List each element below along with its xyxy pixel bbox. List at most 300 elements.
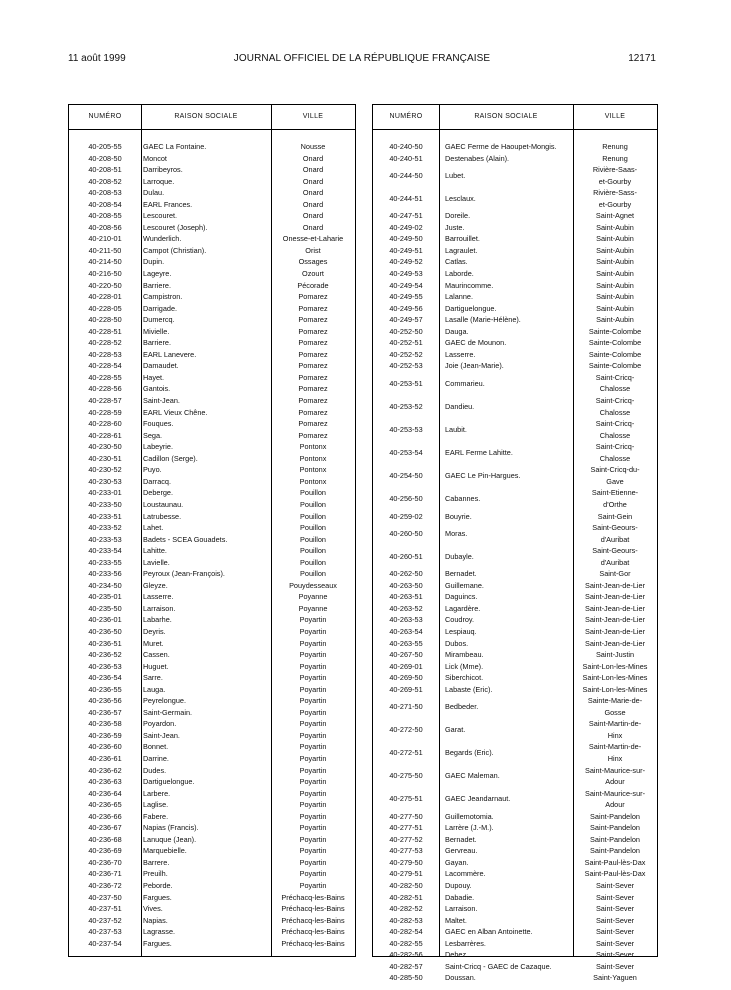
row-numero: 40-233-53 bbox=[88, 534, 122, 544]
row-ville: Nousse bbox=[300, 142, 326, 151]
row-ville: Saint-Lon-les-Mines bbox=[582, 661, 648, 671]
row-raison-sociale: Muret. bbox=[143, 638, 164, 648]
table-row bbox=[373, 603, 657, 615]
row-raison-sociale: Darrine. bbox=[143, 753, 169, 763]
row-numero: 40-236-70 bbox=[88, 857, 122, 867]
row-ville: Renung bbox=[602, 153, 628, 163]
row-ville-line: Saint-Geours- bbox=[592, 546, 638, 556]
table-row bbox=[373, 949, 657, 961]
header-numero: NUMÉRO bbox=[88, 113, 122, 120]
row-ville: Pouillon bbox=[300, 511, 326, 521]
row-raison-sociale: Lacommère. bbox=[445, 869, 486, 879]
row-ville: Saint-Jean-de-Lier bbox=[584, 626, 646, 636]
row-ville: Poyartin bbox=[299, 834, 327, 844]
row-ville: Saint-Sever bbox=[595, 892, 635, 902]
table-row bbox=[69, 614, 355, 626]
row-ville-line: d'Auribat bbox=[600, 534, 630, 544]
table-row bbox=[373, 164, 657, 187]
row-numero: 40-253-54 bbox=[389, 447, 423, 457]
header-numero: NUMÉRO bbox=[389, 113, 423, 120]
row-numero: 40-237-53 bbox=[88, 927, 122, 937]
row-raison-sociale: GAEC de Mounon. bbox=[445, 338, 507, 348]
row-numero: 40-282-54 bbox=[389, 927, 423, 937]
row-raison-sociale: Vives. bbox=[143, 904, 163, 914]
row-ville-line: Sainte-Marie-de- bbox=[587, 696, 643, 706]
table-row bbox=[69, 418, 355, 430]
row-ville: Onard bbox=[302, 211, 324, 221]
row-ville: Pomarez bbox=[298, 419, 328, 429]
row-raison-sociale: Peborde. bbox=[143, 881, 173, 890]
row-ville: Pontonx bbox=[299, 442, 327, 452]
row-raison-sociale: Lesbarrères. bbox=[445, 938, 486, 948]
row-numero: 40-244-51 bbox=[389, 193, 423, 203]
header-raison-sociale: RAISON SOCIALE bbox=[474, 113, 538, 120]
row-ville: Saint-Agnet bbox=[595, 211, 635, 221]
row-raison-sociale: Dandieu. bbox=[445, 401, 475, 411]
row-ville: Saint-Aubin bbox=[596, 315, 634, 325]
table-row bbox=[69, 591, 355, 603]
row-ville: Saint-Aubin bbox=[596, 257, 634, 267]
right-rows bbox=[373, 141, 657, 984]
table-row bbox=[373, 256, 657, 268]
row-numero: 40-228-60 bbox=[88, 419, 122, 429]
row-numero: 40-237-51 bbox=[88, 904, 122, 914]
table-row bbox=[373, 857, 657, 869]
row-ville: Préchacq-les-Bains bbox=[281, 915, 345, 925]
table-row bbox=[69, 407, 355, 419]
row-numero: 40-205-55 bbox=[88, 142, 122, 151]
row-raison-sociale: Hayet. bbox=[143, 372, 165, 382]
row-ville: Saint-Lon-les-Mines bbox=[582, 673, 648, 683]
row-numero: 40-236-61 bbox=[88, 753, 122, 763]
table-row bbox=[69, 868, 355, 880]
table-row bbox=[69, 857, 355, 869]
row-numero: 40-282-55 bbox=[389, 938, 423, 948]
table-row bbox=[373, 638, 657, 650]
row-numero: 40-237-50 bbox=[88, 892, 122, 902]
row-numero: 40-249-52 bbox=[389, 257, 423, 267]
table-row bbox=[69, 476, 355, 488]
row-numero: 40-282-56 bbox=[389, 950, 423, 960]
table-row bbox=[373, 441, 657, 464]
row-raison-sociale: Begards (Eric). bbox=[445, 748, 494, 758]
row-numero: 40-228-52 bbox=[88, 338, 122, 348]
table-row bbox=[69, 776, 355, 788]
row-raison-sociale: Sarre. bbox=[143, 673, 163, 683]
row-ville: Saint-Aubin bbox=[596, 280, 634, 290]
row-numero: 40-275-51 bbox=[389, 794, 423, 804]
table-row bbox=[373, 868, 657, 880]
row-ville: Pomarez bbox=[298, 338, 328, 348]
row-ville: Onard bbox=[302, 188, 324, 198]
row-raison-sociale: Saint-Cricq - GAEC de Cazaque. bbox=[445, 961, 552, 971]
row-numero: 40-236-52 bbox=[88, 650, 122, 660]
row-ville: Poyartin bbox=[299, 765, 327, 775]
row-numero: 40-260-50 bbox=[389, 528, 423, 538]
table-row bbox=[69, 222, 355, 234]
table-row bbox=[373, 845, 657, 857]
row-ville-line: Saint-Martin-de- bbox=[588, 719, 642, 729]
table-row bbox=[69, 303, 355, 315]
row-numero: 40-279-50 bbox=[389, 857, 423, 867]
table-row bbox=[373, 684, 657, 696]
row-ville-line: et-Gourby bbox=[598, 199, 632, 209]
table-row bbox=[373, 695, 657, 718]
row-raison-sociale: Gleyze. bbox=[143, 580, 168, 590]
row-ville: Préchacq-les-Bains bbox=[281, 892, 345, 902]
table-row bbox=[373, 141, 657, 153]
row-raison-sociale: Dudes. bbox=[143, 765, 167, 775]
row-numero: 40-282-53 bbox=[389, 915, 423, 925]
row-numero: 40-236-53 bbox=[88, 661, 122, 671]
row-ville: Poyartin bbox=[299, 753, 327, 763]
table-row bbox=[373, 522, 657, 545]
row-numero: 40-236-59 bbox=[88, 730, 122, 740]
row-numero: 40-256-50 bbox=[389, 494, 423, 504]
row-numero: 40-208-54 bbox=[88, 199, 122, 209]
row-numero: 40-269-51 bbox=[389, 684, 423, 694]
row-ville: Saint-Pandelon bbox=[590, 846, 640, 856]
table-row bbox=[373, 153, 657, 165]
row-raison-sociale: Juste. bbox=[445, 222, 465, 232]
row-ville: Saint-Aubin bbox=[596, 292, 634, 302]
row-raison-sociale: Lick (Mme). bbox=[445, 661, 484, 671]
row-ville-line: Rivière-Saas- bbox=[592, 165, 638, 175]
row-ville: Renung bbox=[602, 142, 628, 151]
row-ville: Pomarez bbox=[298, 407, 328, 417]
row-raison-sociale: Gervreau. bbox=[445, 846, 478, 856]
row-ville-line: Saint-Maurice-sur- bbox=[584, 788, 645, 798]
row-numero: 40-228-50 bbox=[88, 315, 122, 325]
row-raison-sociale: Preuilh. bbox=[143, 869, 168, 879]
table-row bbox=[69, 383, 355, 395]
row-numero: 40-254-50 bbox=[389, 471, 423, 481]
row-numero: 40-236-54 bbox=[88, 673, 122, 683]
table-row bbox=[373, 788, 657, 811]
row-raison-sociale: Commarieu. bbox=[445, 378, 485, 388]
row-numero: 40-269-01 bbox=[389, 661, 423, 671]
row-raison-sociale: Dupin. bbox=[143, 257, 165, 267]
row-ville: Saint-Jean-de-Lier bbox=[584, 615, 646, 625]
table-row bbox=[69, 210, 355, 222]
row-ville: Préchacq-les-Bains bbox=[281, 904, 345, 914]
row-raison-sociale: Guillemotomia. bbox=[445, 811, 494, 821]
row-raison-sociale: Lalanne. bbox=[445, 292, 473, 302]
table-row bbox=[69, 487, 355, 499]
row-raison-sociale: EARL Vieux Chêne. bbox=[143, 407, 208, 417]
table-row bbox=[69, 141, 355, 153]
page-number: 12171 bbox=[628, 53, 656, 64]
row-raison-sociale: Lesclaux. bbox=[445, 193, 476, 203]
row-ville: Poyartin bbox=[299, 857, 327, 867]
row-numero: 40-263-51 bbox=[389, 592, 423, 602]
row-raison-sociale: Napias. bbox=[143, 915, 168, 925]
row-numero: 40-279-51 bbox=[389, 869, 423, 879]
row-raison-sociale: Darrigade. bbox=[143, 303, 178, 313]
row-ville-line: Saint-Cricq- bbox=[595, 396, 635, 406]
row-numero: 40-228-54 bbox=[88, 361, 122, 371]
row-ville: Poyartin bbox=[299, 696, 327, 706]
row-numero: 40-234-50 bbox=[88, 580, 122, 590]
row-raison-sociale: Larraison. bbox=[143, 603, 176, 613]
row-numero: 40-235-01 bbox=[88, 592, 122, 602]
row-numero: 40-249-55 bbox=[389, 292, 423, 302]
row-numero: 40-236-69 bbox=[88, 846, 122, 856]
row-ville: Saint-Lon-les-Mines bbox=[582, 684, 648, 694]
table-row bbox=[373, 915, 657, 927]
row-numero: 40-228-53 bbox=[88, 349, 122, 359]
row-ville-line: Adour bbox=[605, 777, 625, 787]
row-raison-sociale: Doussan. bbox=[445, 973, 476, 983]
row-ville: Saint-Justin bbox=[595, 650, 635, 660]
row-ville: Pomarez bbox=[298, 396, 328, 406]
row-numero: 40-249-53 bbox=[389, 269, 423, 279]
row-ville: Pomarez bbox=[298, 326, 328, 336]
row-ville: Orist bbox=[305, 245, 321, 255]
row-numero: 40-272-51 bbox=[389, 748, 423, 758]
row-numero: 40-237-54 bbox=[88, 938, 122, 948]
row-numero: 40-263-52 bbox=[389, 603, 423, 613]
row-raison-sociale: Barrouillet. bbox=[445, 234, 480, 244]
row-numero: 40-236-51 bbox=[88, 638, 122, 648]
row-raison-sociale: Fouques. bbox=[143, 419, 174, 429]
row-ville-line: Chalosse bbox=[599, 453, 631, 463]
row-raison-sociale: Gantois. bbox=[143, 384, 171, 394]
row-ville: Poyartin bbox=[299, 869, 327, 879]
row-raison-sociale: Joie (Jean-Marie). bbox=[445, 361, 504, 371]
row-ville: Pouillon bbox=[300, 569, 326, 579]
table-row bbox=[69, 915, 355, 927]
row-ville-line: d'Orthe bbox=[603, 499, 627, 509]
row-raison-sociale: Larbere. bbox=[143, 788, 171, 798]
row-ville: Saint-Pandelon bbox=[590, 834, 640, 844]
table-row bbox=[69, 626, 355, 638]
row-raison-sociale: Huguet. bbox=[143, 661, 169, 671]
row-numero: 40-208-53 bbox=[88, 188, 122, 198]
table-row bbox=[373, 834, 657, 846]
table-row bbox=[373, 314, 657, 326]
row-numero: 40-236-65 bbox=[88, 800, 122, 810]
row-ville: Saint-Sever bbox=[595, 904, 635, 914]
row-numero: 40-277-53 bbox=[389, 846, 423, 856]
row-numero: 40-252-52 bbox=[389, 349, 423, 359]
row-numero: 40-228-57 bbox=[88, 396, 122, 406]
table-row bbox=[69, 707, 355, 719]
row-ville-line: Saint-Maurice-sur- bbox=[584, 765, 645, 775]
table-row bbox=[69, 557, 355, 569]
row-raison-sociale: Bouyrie. bbox=[445, 511, 472, 521]
row-raison-sociale: Labaste (Eric). bbox=[445, 684, 493, 694]
row-ville-line: Saint-Cricq- bbox=[595, 372, 635, 382]
row-raison-sociale: Lasserre. bbox=[143, 592, 174, 602]
row-raison-sociale: Dauga. bbox=[445, 326, 469, 336]
row-ville-line: d'Auribat bbox=[600, 557, 630, 567]
row-ville: Pouillon bbox=[300, 534, 326, 544]
row-raison-sociale: Labarhe. bbox=[143, 615, 172, 625]
row-numero: 40-285-50 bbox=[389, 973, 423, 983]
row-numero: 40-263-55 bbox=[389, 638, 423, 648]
row-numero: 40-253-51 bbox=[389, 378, 423, 388]
row-numero: 40-236-55 bbox=[88, 684, 122, 694]
table-row bbox=[373, 765, 657, 788]
row-raison-sociale: Saint-Jean. bbox=[143, 396, 180, 406]
row-raison-sociale: Barriere. bbox=[143, 338, 171, 348]
row-ville: Pontonx bbox=[299, 476, 327, 486]
row-numero: 40-236-58 bbox=[88, 719, 122, 729]
row-numero: 40-236-63 bbox=[88, 777, 122, 787]
row-raison-sociale: Lespiauq. bbox=[445, 626, 477, 636]
row-ville: Pouillon bbox=[300, 488, 326, 498]
row-ville: Saint-Sever bbox=[595, 938, 635, 948]
row-raison-sociale: Larroque. bbox=[143, 176, 175, 186]
row-numero: 40-228-56 bbox=[88, 384, 122, 394]
table-row bbox=[69, 349, 355, 361]
row-numero: 40-275-50 bbox=[389, 771, 423, 781]
row-raison-sociale: GAEC en Alban Antoinette. bbox=[445, 927, 533, 937]
row-raison-sociale: Marquebielle. bbox=[143, 846, 187, 856]
row-raison-sociale: Lagrasse. bbox=[143, 927, 176, 937]
row-numero: 40-252-53 bbox=[389, 361, 423, 371]
header-raison-sociale: RAISON SOCIALE bbox=[174, 113, 238, 120]
row-ville: Saint-Sever bbox=[595, 927, 635, 937]
row-numero: 40-271-50 bbox=[389, 702, 423, 712]
row-raison-sociale: Dartiguelongue. bbox=[143, 777, 195, 787]
row-ville: Onard bbox=[302, 199, 324, 209]
row-numero: 40-228-59 bbox=[88, 407, 122, 417]
row-ville-line: Saint-Cricq-du- bbox=[590, 465, 640, 475]
row-raison-sociale: Lescouret. bbox=[143, 211, 178, 221]
row-ville-line: et-Gourby bbox=[598, 176, 632, 186]
table-row bbox=[69, 695, 355, 707]
row-raison-sociale: Cassen. bbox=[143, 650, 170, 660]
row-ville: Saint-Aubin bbox=[596, 234, 634, 244]
row-ville: Saint-Sever bbox=[595, 950, 635, 960]
row-numero: 40-228-55 bbox=[88, 372, 122, 382]
row-ville: Pomarez bbox=[298, 292, 328, 302]
row-raison-sociale: Labeyrie. bbox=[143, 442, 174, 452]
row-raison-sociale: Fargues. bbox=[143, 892, 172, 902]
row-raison-sociale: Lasalle (Marie-Hélène). bbox=[445, 315, 521, 325]
table-row bbox=[69, 811, 355, 823]
row-raison-sociale: Lagardère. bbox=[445, 603, 481, 613]
table-row bbox=[69, 730, 355, 742]
table-row bbox=[373, 545, 657, 568]
row-numero: 40-282-52 bbox=[389, 904, 423, 914]
row-raison-sociale: Lageyre. bbox=[143, 269, 172, 279]
row-numero: 40-249-50 bbox=[389, 234, 423, 244]
row-ville: Poyartin bbox=[299, 638, 327, 648]
row-raison-sociale: Lanuque (Jean). bbox=[143, 834, 197, 844]
row-ville: Saint-Gein bbox=[597, 511, 633, 521]
table-row bbox=[69, 603, 355, 615]
left-rows bbox=[69, 141, 355, 949]
row-numero: 40-236-60 bbox=[88, 742, 122, 752]
row-ville-line: Saint-Cricq- bbox=[595, 419, 635, 429]
table-row bbox=[69, 834, 355, 846]
row-raison-sociale: Gayan. bbox=[445, 857, 469, 867]
row-numero: 40-277-52 bbox=[389, 834, 423, 844]
table-row bbox=[69, 314, 355, 326]
row-raison-sociale: Bedbeder. bbox=[445, 702, 479, 712]
row-numero: 40-259-02 bbox=[389, 511, 423, 521]
row-raison-sociale: Larrère (J.-M.). bbox=[445, 823, 494, 833]
row-numero: 40-244-50 bbox=[389, 170, 423, 180]
table-row bbox=[373, 961, 657, 973]
row-numero: 40-272-50 bbox=[389, 725, 423, 735]
row-ville: Saint-Aubin bbox=[596, 269, 634, 279]
row-numero: 40-236-01 bbox=[88, 615, 122, 625]
table-row bbox=[69, 880, 355, 892]
row-ville: Poyartin bbox=[299, 707, 327, 717]
row-ville: Sainte-Colombe bbox=[588, 361, 642, 371]
row-numero: 40-211-50 bbox=[88, 245, 122, 255]
table-row bbox=[69, 245, 355, 257]
row-numero: 40-263-50 bbox=[389, 580, 423, 590]
page-date: 11 août 1999 bbox=[68, 53, 126, 64]
row-raison-sociale: Dabadie. bbox=[445, 892, 475, 902]
table-row bbox=[69, 545, 355, 557]
row-raison-sociale: Barrere. bbox=[143, 857, 170, 867]
page-header bbox=[68, 53, 656, 67]
row-numero: 40-237-52 bbox=[88, 915, 122, 925]
row-ville-line: Gave bbox=[606, 476, 624, 486]
header-ville: VILLE bbox=[604, 113, 626, 120]
row-raison-sociale: Laglise. bbox=[143, 800, 169, 810]
row-raison-sociale: Dehez. bbox=[445, 950, 469, 960]
row-ville: Saint-Gor bbox=[599, 569, 631, 579]
row-numero: 40-269-50 bbox=[389, 673, 423, 683]
row-ville: Sainte-Colombe bbox=[588, 349, 642, 359]
row-raison-sociale: Mivielle. bbox=[143, 326, 170, 336]
table-row bbox=[69, 799, 355, 811]
row-ville: Saint-Jean-de-Lier bbox=[584, 638, 646, 648]
row-numero: 40-236-71 bbox=[88, 869, 122, 879]
row-numero: 40-252-50 bbox=[389, 326, 423, 336]
row-numero: 40-233-50 bbox=[88, 499, 122, 509]
row-ville: Saint-Pandelon bbox=[590, 811, 640, 821]
row-numero: 40-236-50 bbox=[88, 626, 122, 636]
row-ville: Poyartin bbox=[299, 719, 327, 729]
row-ville: Onard bbox=[302, 165, 324, 175]
row-ville: Poyartin bbox=[299, 881, 327, 890]
table-row bbox=[69, 430, 355, 442]
table-row bbox=[373, 614, 657, 626]
row-ville: Poyanne bbox=[298, 592, 328, 602]
row-raison-sociale: Deyris. bbox=[143, 626, 166, 636]
row-raison-sociale: Lahitte. bbox=[143, 546, 167, 556]
row-raison-sociale: Destenabes (Alain). bbox=[445, 153, 510, 163]
row-numero: 40-262-50 bbox=[389, 569, 423, 579]
row-ville: Onesse-et-Laharie bbox=[282, 234, 344, 244]
row-ville: Pouillon bbox=[300, 546, 326, 556]
row-numero: 40-228-05 bbox=[88, 303, 122, 313]
row-ville: Poyartin bbox=[299, 823, 327, 833]
row-raison-sociale: Poyardon. bbox=[143, 719, 177, 729]
table-row bbox=[373, 268, 657, 280]
row-raison-sociale: Maltet. bbox=[445, 915, 467, 925]
row-raison-sociale: Loustaunau. bbox=[143, 499, 184, 509]
row-ville: Poyartin bbox=[299, 788, 327, 798]
row-ville-line: Gosse bbox=[604, 707, 626, 717]
table-row bbox=[373, 903, 657, 915]
table-row bbox=[69, 926, 355, 938]
table-row bbox=[69, 649, 355, 661]
row-raison-sociale: Darracq. bbox=[143, 476, 171, 486]
table-row bbox=[373, 568, 657, 580]
table-row bbox=[69, 672, 355, 684]
table-row bbox=[69, 360, 355, 372]
table-row bbox=[69, 441, 355, 453]
